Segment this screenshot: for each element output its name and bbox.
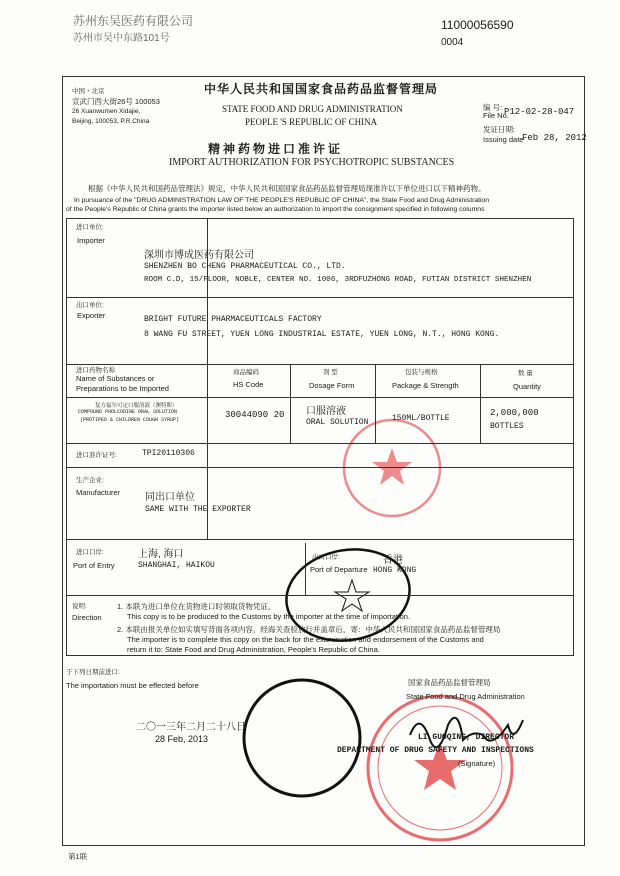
preamble-cn: 根据《中华人民共和国药品管理法》规定，中华人民共和国国家食品药品监督管理局现准许以下单位进口以下精神药物。 xyxy=(88,184,486,193)
direction-label: Direction xyxy=(72,613,102,622)
substance-name-en: COMPOUND PHOLCODINE ORAL SOLUTION xyxy=(78,409,178,415)
doc-sub-number: 0004 xyxy=(441,37,464,48)
issuer-name-en: STATE FOOD AND DRUG ADMINISTRATION xyxy=(222,104,403,114)
signatory-department: DEPARTMENT OF DRUG SAFETY AND INSPECTIONS xyxy=(337,746,534,755)
substance-header-cn: 进口药物名称 xyxy=(76,367,115,374)
importer-label-cn: 进口单位: xyxy=(76,224,104,231)
issue-date-label: Issuing date xyxy=(483,135,524,144)
file-no-label-cn: 编 号: xyxy=(483,103,503,112)
deadline-date-cn: 二〇一三年二月二十八日 xyxy=(136,722,246,733)
col-divider xyxy=(375,364,376,444)
copy-number: 第1联 xyxy=(68,852,88,861)
deadline-label: The importation must be effected before xyxy=(66,681,199,690)
quantity-unit: BOTTLES xyxy=(490,422,524,431)
substance-name-en: (PROTIPED & CHILDREN COUGH SYRUP) xyxy=(80,417,180,423)
col-divider xyxy=(480,364,481,444)
deadline-label-cn: 于下列日期前进口: xyxy=(66,669,120,676)
row-divider xyxy=(66,297,574,298)
row-divider xyxy=(66,595,574,596)
port-departure-label-cn: 出口口岸: xyxy=(312,554,340,561)
substance-header: Preparations to be Imported xyxy=(76,384,169,393)
dosage-form-header: Dosage Form xyxy=(309,381,355,390)
port-entry-label-cn: 进口口岸: xyxy=(76,549,104,556)
row-divider xyxy=(66,467,574,468)
row-divider xyxy=(66,364,574,365)
title-en: IMPORT AUTHORIZATION FOR PSYCHOTROPIC SUBSTANCES xyxy=(169,157,455,168)
file-no-value: P12-02-28-047 xyxy=(504,107,575,117)
exporter-label-cn: 出口单位: xyxy=(76,302,104,309)
signature-label: (Signature) xyxy=(458,759,496,768)
issuer-address: 中国・北京 xyxy=(72,88,105,95)
permit-number: TPI20110306 xyxy=(142,449,195,458)
preamble-en: In pursuance of the "DRUG ADMINISTRATION LAW OF THE PEOPLE'S REPUBLIC OF CHINA", the State Food and Drug Administration xyxy=(74,197,490,204)
black-round-stamp xyxy=(244,680,360,796)
direction-item-cn: 1. 本联为进口单位在货物进口时领取货物凭证。 xyxy=(117,602,276,611)
signature-org-en: State Food and Drug Administration xyxy=(406,692,525,701)
hs-code-header: HS Code xyxy=(233,380,264,389)
preamble-en: of the People's Republic of China grants the importer listed below an authorization to import the consignment specified in following columns xyxy=(66,206,485,213)
hs-code-header-cn: 商品编码 xyxy=(233,369,259,376)
substance-name-cn: 复方福尔可定口服溶液（澳特斯） xyxy=(95,403,178,409)
issuer-address: 宣武门西大街26号 100053 xyxy=(72,97,160,106)
row-divider xyxy=(66,655,574,656)
signature-org-cn: 国家食品药品监督管理局 xyxy=(408,678,491,687)
col-divider xyxy=(305,543,306,595)
manufacturer-value-cn: 同出口单位 xyxy=(145,492,195,503)
package-header-cn: 包装与规格 xyxy=(405,369,438,376)
issuer-country: PEOPLE 'S REPUBLIC OF CHINA xyxy=(245,117,378,127)
exporter-address: 8 WANG FU STREET, YUEN LONG INDUSTRIAL ESTATE, YUEN LONG, N.T., HONG KONG. xyxy=(144,330,500,339)
port-departure-value-cn: 香港 xyxy=(383,555,403,566)
permit-label-cn: 进口准许证号: xyxy=(76,452,117,459)
manufacturer-label-cn: 生产企业: xyxy=(76,477,104,484)
importer-label: Importer xyxy=(77,236,105,245)
issue-date-label-cn: 发证日期: xyxy=(483,125,516,134)
signatory-name: LI GUOQING, DIRECTOR xyxy=(418,733,515,742)
issuer-address: 26 Xuanwumen Xidajie, xyxy=(72,108,141,115)
issue-date-value: Feb 28, 2012 xyxy=(522,133,587,143)
manufacturer-label: Manufacturer xyxy=(76,488,121,497)
row-divider xyxy=(66,443,574,444)
port-departure-value-en: HONG KONG xyxy=(373,566,417,575)
quantity-value: 2,000,000 xyxy=(490,408,539,418)
direction-item-en: return it to: State Food and Drug Administration, People's Republic of China. xyxy=(127,645,380,654)
frame-bottom xyxy=(62,845,585,846)
exporter-name: BRIGHT FUTURE PHARMACEUTICALS FACTORY xyxy=(144,315,322,324)
scan-company-name: 苏州东吴医药有限公司 xyxy=(73,14,194,28)
direction-label-cn: 说明: xyxy=(72,603,87,610)
row-divider xyxy=(66,397,574,398)
issuer-name-cn: 中华人民共和国国家食品药品监督管理局 xyxy=(204,82,439,96)
deadline-date-en: 28 Feb, 2013 xyxy=(155,734,209,744)
port-departure-label: Port of Departure xyxy=(310,565,368,574)
title-cn: 精 神 药 物 进 口 准 许 证 xyxy=(208,142,341,156)
exporter-label: Exporter xyxy=(77,311,106,320)
file-no-label: File No. xyxy=(483,111,509,120)
package-header: Package & Strength xyxy=(392,381,459,390)
importer-name-en: SHENZHEN BO CHENG PHARMACEUTICAL CO., LTD. xyxy=(144,262,346,271)
quantity-header: Quantity xyxy=(513,382,541,391)
issuer-address: Beijing, 100053, P.R.China xyxy=(72,118,150,125)
dosage-form-header-cn: 剂 型 xyxy=(323,369,338,376)
direction-item-en: This copy is to be produced to the Customs by the importer at the time of importation. xyxy=(127,612,411,621)
scan-company-address: 苏州市吴中东路101号 xyxy=(73,33,170,44)
dosage-form-en: ORAL SOLUTION xyxy=(306,418,369,427)
red-seal-top xyxy=(344,420,440,516)
substance-header: Name of Substances or xyxy=(76,374,155,383)
doc-number: 11000056590 xyxy=(441,18,514,32)
frame-left xyxy=(62,76,63,846)
importer-name-cn: 深圳市博成医药有限公司 xyxy=(144,250,254,261)
table-left xyxy=(66,218,67,655)
row-divider xyxy=(66,539,574,540)
port-entry-value-cn: 上海, 海口 xyxy=(138,549,184,560)
importer-address: ROOM C.D, 15/FLOOR, NOBLE, CENTER NO. 1006, 3RDFUZHONG ROAD, FUTIAN DISTRICT SHENZHEN xyxy=(144,276,532,284)
port-entry-value-en: SHANGHAI, HAIKOU xyxy=(138,561,215,570)
port-entry-label: Port of Entry xyxy=(73,561,115,570)
frame-top xyxy=(62,76,584,77)
dosage-form-cn: 口服溶液 xyxy=(306,406,346,417)
row-divider xyxy=(66,218,574,219)
manufacturer-value-en: SAME WITH THE EXPORTER xyxy=(145,505,251,514)
package-value: 150ML/BOTTLE xyxy=(392,414,450,423)
table-right xyxy=(573,218,574,655)
direction-item-cn: 2. 本联由报关单位如实填写背面各项内容，经海关查验放行并盖章后，寄：中华人民共和国国家食品药品监督管理局 xyxy=(117,625,501,634)
quantity-header-cn: 数 量 xyxy=(518,370,533,377)
hs-code-value: 30044090 20 xyxy=(225,410,285,420)
frame-right xyxy=(584,76,585,846)
col-divider xyxy=(290,364,291,444)
direction-item-en: The importer is to complete this copy on the back for the examination and endorsement of the Customs and xyxy=(127,635,484,644)
